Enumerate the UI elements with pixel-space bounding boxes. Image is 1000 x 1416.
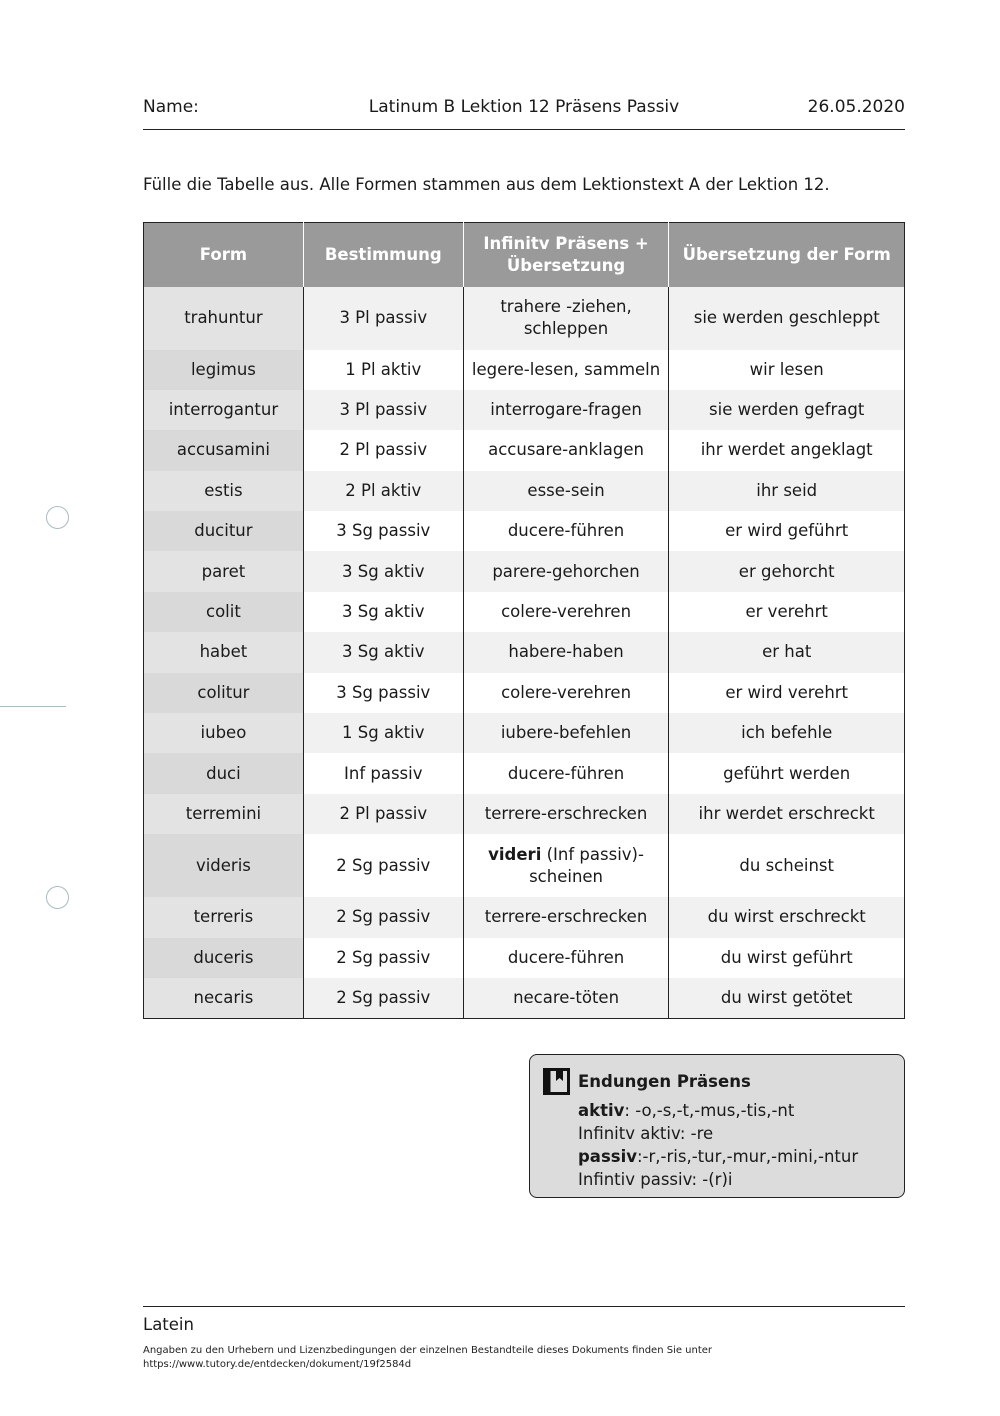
bookmark-book-icon xyxy=(543,1068,570,1095)
cell-bestimmung: 2 Pl aktiv xyxy=(303,471,463,511)
table-row xyxy=(144,673,905,713)
cell-uebersetzung: du wirst erschreckt xyxy=(669,897,905,937)
passiv-value: :-r,-ris,-tur,-mur,-mini,-ntur xyxy=(637,1147,859,1166)
cell-infinitiv: iubere-befehlen xyxy=(463,713,669,753)
cell-form: legimus xyxy=(144,350,304,390)
cell-uebersetzung: ich befehle xyxy=(669,713,905,753)
cell-form: videris xyxy=(144,834,304,897)
table-row xyxy=(144,938,905,978)
cell-uebersetzung: sie werden gefragt xyxy=(669,390,905,430)
footer-divider xyxy=(143,1306,905,1307)
table-row xyxy=(144,551,905,591)
header-bestimmung: Bestimmung xyxy=(303,223,463,287)
cell-infinitiv-bold: videri xyxy=(488,844,542,864)
cell-infinitiv: trahere -ziehen, schleppen xyxy=(463,287,669,350)
header-uebersetzung: Übersetzung der Form xyxy=(669,223,905,287)
cell-infinitiv: ducere-führen xyxy=(463,511,669,551)
header-form: Form xyxy=(144,223,304,287)
cell-form: colit xyxy=(144,592,304,632)
footer-subject: Latein xyxy=(143,1315,194,1334)
cell-infinitiv: colere-verehren xyxy=(463,673,669,713)
cell-infinitiv: ducere-führen xyxy=(463,753,669,793)
cell-bestimmung: 3 Sg aktiv xyxy=(303,551,463,591)
conjugation-table xyxy=(143,222,905,1019)
table-row xyxy=(144,978,905,1018)
table-row xyxy=(144,753,905,793)
footer-note-text: Angaben zu den Urhebern und Lizenzbedingungen der einzelnen Bestandteile dieses Dokuments finden Sie unter xyxy=(143,1345,713,1356)
table-header-row xyxy=(144,223,905,287)
infinitiv-passiv: Infintiv passiv: -(r)i xyxy=(578,1170,733,1189)
passiv-label: passiv xyxy=(578,1147,637,1166)
table-row xyxy=(144,794,905,834)
cell-form: accusamini xyxy=(144,430,304,470)
cell-uebersetzung: er verehrt xyxy=(669,592,905,632)
infobox-title: Endungen Präsens xyxy=(578,1072,751,1091)
header-infinitiv: Infinitv Präsens + Übersetzung xyxy=(463,223,669,287)
table-row xyxy=(144,471,905,511)
cell-infinitiv-rest: (Inf passiv)-scheinen xyxy=(529,844,644,886)
cell-form: ducitur xyxy=(144,511,304,551)
cell-bestimmung: 3 Sg aktiv xyxy=(303,632,463,672)
cell-infinitiv: habere-haben xyxy=(463,632,669,672)
table-row xyxy=(144,390,905,430)
cell-bestimmung: 2 Pl passiv xyxy=(303,794,463,834)
cell-bestimmung: 2 Sg passiv xyxy=(303,938,463,978)
aktiv-endings xyxy=(578,1099,858,1122)
cell-bestimmung: 2 Pl passiv xyxy=(303,430,463,470)
cell-infinitiv: terrere-erschrecken xyxy=(463,897,669,937)
footer-note-link[interactable]: https://www.tutory.de/entdecken/dokument/19f2584d xyxy=(143,1359,412,1370)
table-row xyxy=(144,713,905,753)
table-row xyxy=(144,350,905,390)
task-instruction: Fülle die Tabelle aus. Alle Formen stammen aus dem Lektionstext A der Lektion 12. xyxy=(143,175,830,194)
cell-bestimmung: Inf passiv xyxy=(303,753,463,793)
cell-uebersetzung: ihr seid xyxy=(669,471,905,511)
table-row xyxy=(144,834,905,897)
passiv-endings xyxy=(578,1145,858,1168)
punch-hole-bottom xyxy=(46,886,69,909)
cell-bestimmung: 2 Sg passiv xyxy=(303,834,463,897)
cell-uebersetzung: ihr werdet angeklagt xyxy=(669,430,905,470)
cell-infinitiv: ducere-führen xyxy=(463,938,669,978)
cell-infinitiv: legere-lesen, sammeln xyxy=(463,350,669,390)
cell-uebersetzung: er wird geführt xyxy=(669,511,905,551)
cell-uebersetzung: er hat xyxy=(669,632,905,672)
aktiv-value: : -o,-s,-t,-mus,-tis,-nt xyxy=(624,1101,795,1120)
cell-uebersetzung: er wird verehrt xyxy=(669,673,905,713)
cell-bestimmung: 3 Pl passiv xyxy=(303,287,463,350)
cell-form: habet xyxy=(144,632,304,672)
cell-infinitiv: accusare-anklagen xyxy=(463,430,669,470)
document-title: Latinum B Lektion 12 Präsens Passiv xyxy=(368,97,680,117)
cell-bestimmung: 1 Sg aktiv xyxy=(303,713,463,753)
cell-form: paret xyxy=(144,551,304,591)
cell-infinitiv xyxy=(463,834,669,897)
cell-form: terreris xyxy=(144,897,304,937)
fold-mark xyxy=(0,706,66,707)
table-row xyxy=(144,632,905,672)
cell-uebersetzung: er gehorcht xyxy=(669,551,905,591)
cell-form: duci xyxy=(144,753,304,793)
infobox-content xyxy=(578,1099,858,1191)
document-date: 26.05.2020 xyxy=(807,97,905,117)
cell-infinitiv: esse-sein xyxy=(463,471,669,511)
cell-bestimmung: 3 Sg passiv xyxy=(303,511,463,551)
cell-uebersetzung: geführt werden xyxy=(669,753,905,793)
cell-form: duceris xyxy=(144,938,304,978)
endings-infobox xyxy=(529,1054,905,1198)
cell-infinitiv: terrere-erschrecken xyxy=(463,794,669,834)
cell-uebersetzung: ihr werdet erschreckt xyxy=(669,794,905,834)
cell-bestimmung: 3 Sg aktiv xyxy=(303,592,463,632)
cell-form: colitur xyxy=(144,673,304,713)
footer-license-note xyxy=(143,1344,843,1372)
cell-uebersetzung: du wirst geführt xyxy=(669,938,905,978)
cell-infinitiv: colere-verehren xyxy=(463,592,669,632)
table-row xyxy=(144,897,905,937)
document-header xyxy=(143,96,905,130)
aktiv-label: aktiv xyxy=(578,1101,625,1120)
cell-form: interrogantur xyxy=(144,390,304,430)
cell-uebersetzung: du scheinst xyxy=(669,834,905,897)
cell-form: estis xyxy=(144,471,304,511)
table-row xyxy=(144,592,905,632)
punch-hole-top xyxy=(46,506,69,529)
cell-bestimmung: 2 Sg passiv xyxy=(303,897,463,937)
cell-bestimmung: 2 Sg passiv xyxy=(303,978,463,1018)
table-row xyxy=(144,287,905,350)
cell-form: terremini xyxy=(144,794,304,834)
cell-infinitiv: interrogare-fragen xyxy=(463,390,669,430)
cell-uebersetzung: wir lesen xyxy=(669,350,905,390)
cell-form: trahuntur xyxy=(144,287,304,350)
cell-form: necaris xyxy=(144,978,304,1018)
cell-uebersetzung: sie werden geschleppt xyxy=(669,287,905,350)
cell-infinitiv: parere-gehorchen xyxy=(463,551,669,591)
cell-form: iubeo xyxy=(144,713,304,753)
cell-bestimmung: 3 Sg passiv xyxy=(303,673,463,713)
table-row xyxy=(144,511,905,551)
infinitiv-aktiv: Infinitv aktiv: -re xyxy=(578,1124,714,1143)
cell-infinitiv: necare-töten xyxy=(463,978,669,1018)
table-row xyxy=(144,430,905,470)
name-label: Name: xyxy=(143,97,199,117)
cell-bestimmung: 3 Pl passiv xyxy=(303,390,463,430)
cell-bestimmung: 1 Pl aktiv xyxy=(303,350,463,390)
cell-uebersetzung: du wirst getötet xyxy=(669,978,905,1018)
